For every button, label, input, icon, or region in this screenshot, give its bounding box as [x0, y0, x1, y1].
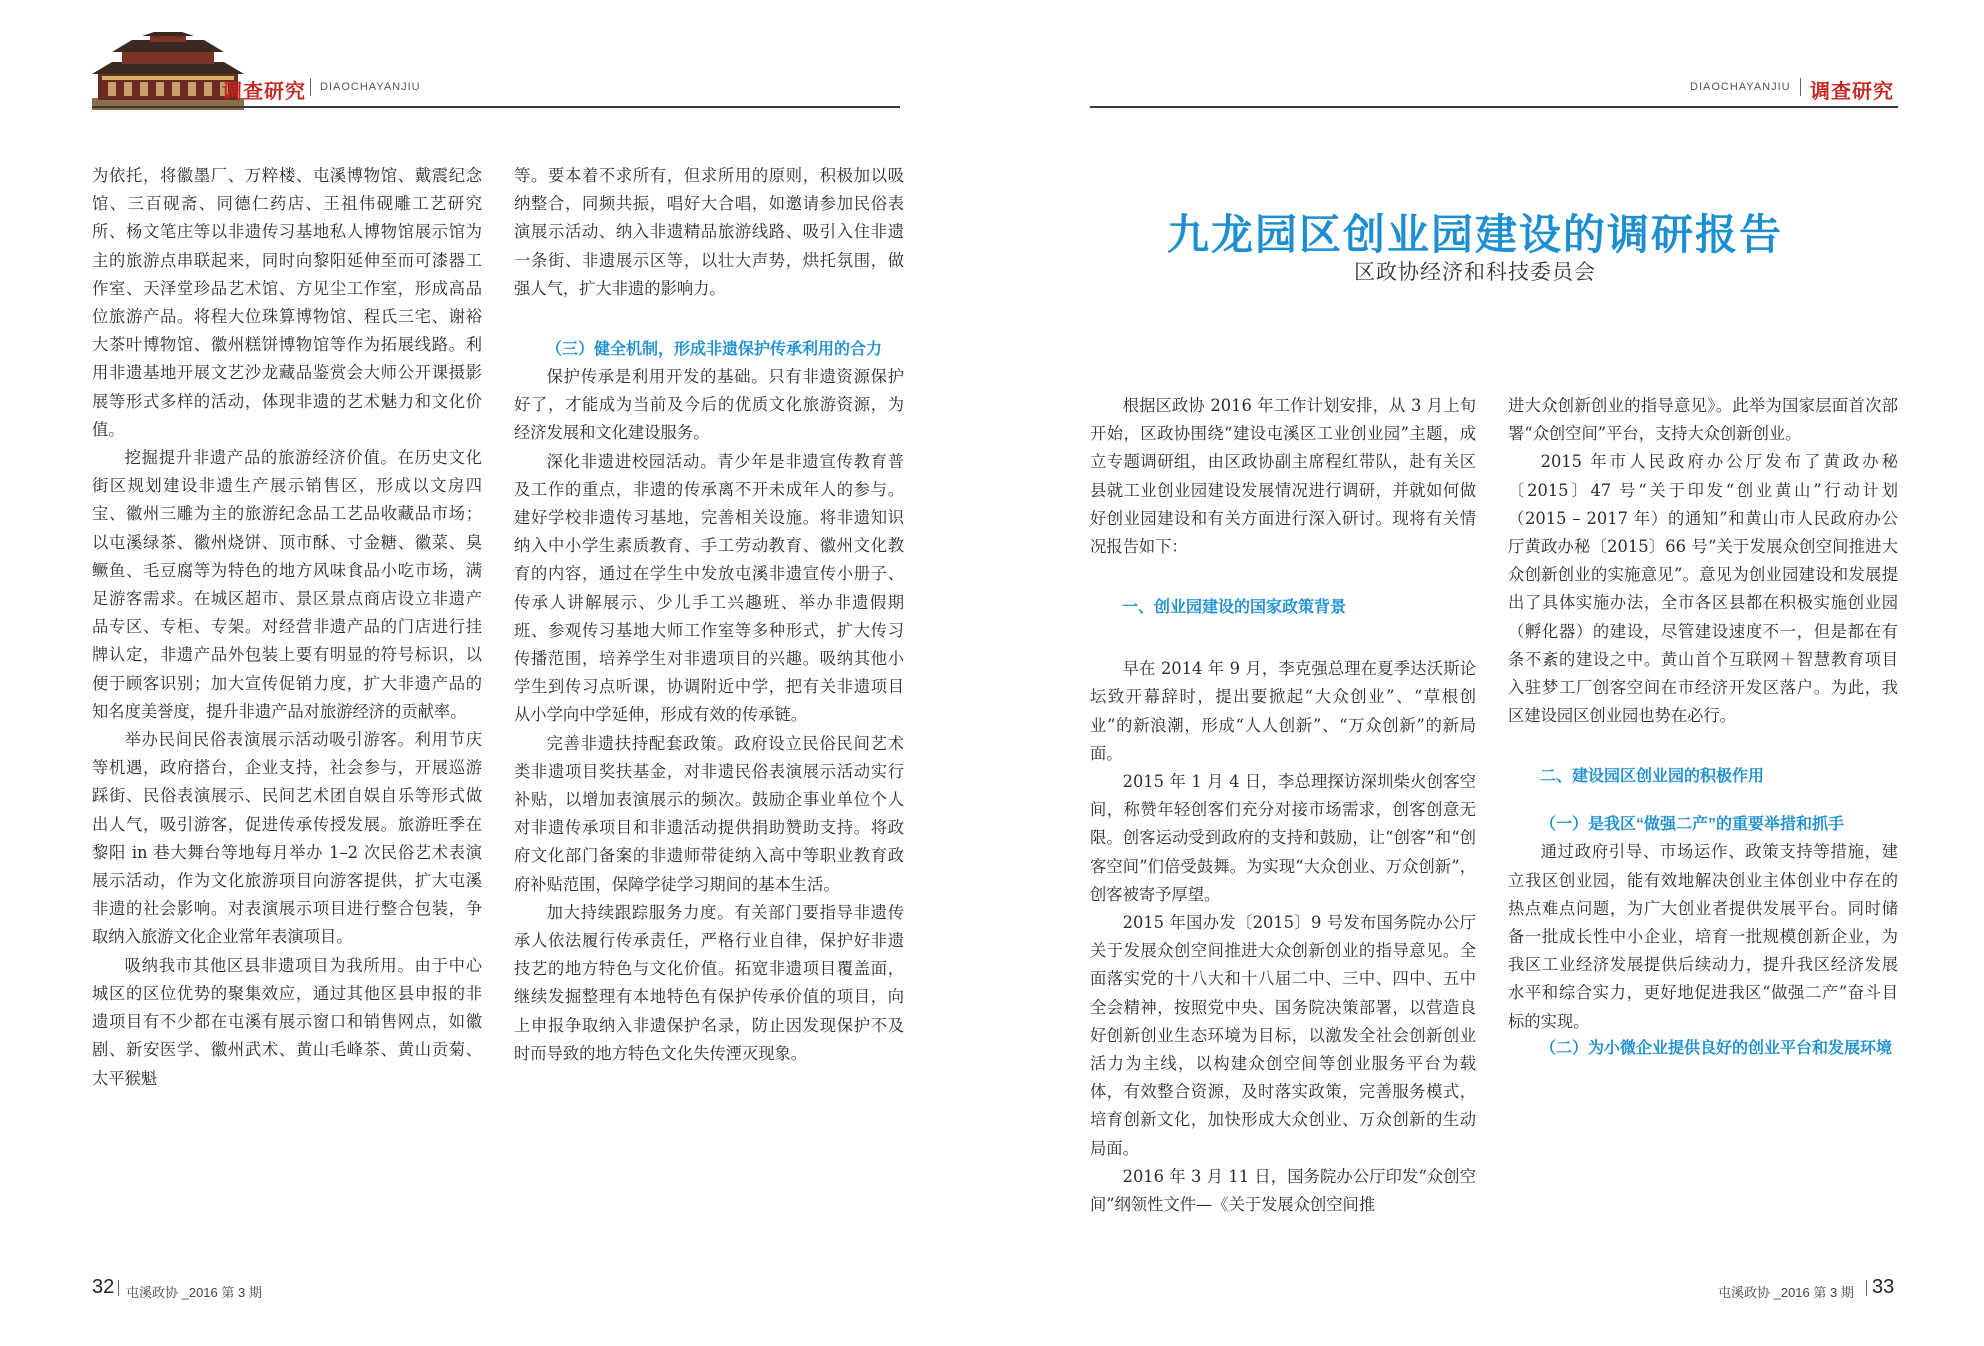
paragraph: 2015 年 1 月 4 日，李总理探访深圳柴火创客空间，称赞年轻创客们充分对接市场需求，创客创意无限。创客运动受到政府的支持和鼓励，让“创客”和“创客空间”们倍受鼓舞。为实现“大众创业、万众创新”，创客被寄予厚望。 [1090, 772, 1476, 904]
section-pinyin-left: DIAOCHAYANJIU [320, 81, 421, 93]
column-3 [1090, 392, 1476, 1219]
paragraph: 加大持续跟踪服务力度。有关部门要指导非遗传承人依法履行传承责任，严格行业自律，保护好非遗技艺的地方特色与文化价值。拓宽非遗项目覆盖面，继续发掘整理有本地特色有保护传承价值的项目，向上申报争取纳入非遗保护名录，防止因发现保护不及时而导致的地方特色文化失传湮灭现象。 [514, 902, 904, 1063]
paragraph: 保护传承是利用开发的基础。只有非遗资源保护好了，才能成为当前及今后的优质文化旅游资源，为经济发展和文化建设服务。 [514, 367, 904, 443]
page-number-right: 33 [1872, 1276, 1895, 1298]
column-1 [92, 162, 482, 1093]
subheading-2: （二）为小微企业提供良好的创业平台和发展环境 [1540, 1039, 1893, 1057]
heading-2: 二、建设园区创业园的积极作用 [1540, 768, 1765, 786]
header-separator-right [1800, 78, 1801, 96]
issue-label-right: 屯溪政协 _2016 第 3 期 [1718, 1285, 1854, 1300]
article-author: 区政协经济和科技委员会 [1354, 260, 1596, 284]
paragraph: 2016 年 3 月 11 日，国务院办公厅印发“众创空间”纲领性文件—《关于发展众创空间推 [1090, 1166, 1476, 1215]
column-4 [1508, 392, 1898, 1062]
paragraph: 等。要本着不求所有，但求所用的原则，积极加以吸纳整合，同频共振，唱好大合唱，如邀请参加民俗表演展示活动、纳入非遗精品旅游线路、吸引入住非遗一条街、非遗展示区等，以壮大声势，烘托氛围，做强人气，扩大非遗的影响力。 [514, 166, 904, 298]
paragraph: 深化非遗进校园活动。青少年是非遗宣传教育普及工作的重点，非遗的传承离不开未成年人的参与。建好学校非遗传习基地，完善相关设施。将非遗知识纳入中小学生素质教育、手工劳动教育、徽州文化教育的内容，通过在学生中发放屯溪非遗宣传小册子、传承人讲解展示、少儿手工兴趣班、举办非遗假期班、参观传习基地大师工作室等多种形式，扩大传习传播范围，培养学生对非遗项目的兴趣。吸纳其他小学生到传习点听课，协调附近中学，把有关非遗项目从小学向中学延伸，形成有效的传承链。 [514, 451, 904, 725]
footer-separator-left [118, 1280, 119, 1296]
footer-separator-right [1866, 1280, 1867, 1296]
header-rule-right [1090, 106, 1898, 108]
paragraph: 为依托，将徽墨厂、万粹楼、屯溪博物馆、戴震纪念馆、三百砚斋、同德仁药店、王祖伟砚雕工艺研究所、杨文笔庄等以非遗传习基地私人博物馆展示馆为主的旅游点串联起来，同时向黎阳延伸至而可漆器工作室、天泽堂珍品艺术馆、方见尘工作室，形成高品位旅游产品。将程大位珠算博物馆、程氏三宅、谢裕大茶叶博物馆、徽州糕饼博物馆等作为拓展线路。利用非遗基地开展文艺沙龙藏品鉴赏会大师公开课摄影展等形式多样的活动，体现非遗的艺术魅力和文化价值。 [92, 166, 482, 439]
column-2 [514, 162, 904, 1068]
header-separator-left [310, 78, 311, 96]
paragraph: 2015 年市人民政府办公厅发布了黄政办秘〔2015〕47 号“关于印发“创业黄山”行动计划（2015 – 2017 年）的通知”和黄山市人民政府办公厅黄政办秘〔2015〕66 号“关于发展众创空间推进大众创新创业的实施意见”。意见为创业园建设和发展提出了具体实施办法，全市各区县都在积极实施创业园（孵化器）的建设，尽管建设速度不一，但是都在有条不紊的建设之中。黄山首个互联网＋智慧教育项目入驻梦工厂创客空间在市经济开发区落户。为此，我区建设园区创业园也势在必行。 [1508, 452, 1898, 726]
article-title: 九龙园区创业园建设的调研报告 [1166, 210, 1783, 259]
subheading-1: （一）是我区“做强二产”的重要举措和抓手 [1540, 816, 1845, 834]
heading-1: 一、创业园建设的国家政策背景 [1122, 599, 1347, 617]
paragraph: 挖掘提升非遗产品的旅游经济价值。在历史文化街区规划建设非遗生产展示销售区，形成以文房四宝、徽州三雕为主的旅游纪念品工艺品收藏品市场；以屯溪绿茶、徽州烧饼、顶市酥、寸金糖、徽菜、臭鳜鱼、毛豆腐等为特色的地方风味食品小吃市场，满足游客需求。在城区超市、景区景点商店设立非遗产品专区、专柜、专架。对经营非遗产品的门店进行挂牌认定，非遗产品外包装上要有明显的符号标识，以便于顾客识别；加大宣传促销力度，扩大非遗产品的知名度美誉度，提升非遗产品对旅游经济的贡献率。 [92, 448, 482, 721]
section-pinyin-right: DIAOCHAYANJIU [1690, 81, 1791, 93]
paragraph: 进大众创新创业的指导意见》。此举为国家层面首次部署“众创空间”平台，支持大众创新创业。 [1508, 396, 1898, 444]
header-rule-left [92, 106, 900, 108]
paragraph: 根据区政协 2016 年工作计划安排，从 3 月上旬开始，区政协围绕“建设屯溪区工业创业园”主题，成立专题调研组，由区政协副主席程红带队，赴有关区县就工业创业园建设发展情况进行调研，并就如何做好创业园建设和有关方面进行深入研讨。现将有关情况报告如下： [1090, 396, 1476, 557]
subheading-3: （三）健全机制，形成非遗保护传承利用的合力 [546, 341, 883, 359]
section-title-right: 调查研究 [1810, 79, 1894, 103]
page-number-left: 32 [92, 1276, 115, 1298]
issue-label-left: 屯溪政协 _2016 第 3 期 [126, 1285, 262, 1300]
section-title-left: 调查研究 [222, 79, 306, 103]
paragraph: 早在 2014 年 9 月，李克强总理在夏季达沃斯论坛致开幕辞时，提出要掀起“大众创业”、“草根创业”的新浪潮，形成“人人创新”、“万众创新”的新局面。 [1090, 659, 1476, 763]
paragraph: 2015 年国办发〔2015〕9 号发布国务院办公厅关于发展众创空间推进大众创新创业的指导意见。全面落实党的十八大和十八届二中、三中、四中、五中全会精神，按照党中央、国务院决策部署，以营造良好创新创业生态环境为目标，以激发全社会创新创业活力为主线，以构建众创空间等创业服务平台为载体，有效整合资源，及时落实政策，完善服务模式，培育创新文化，加快形成大众创业、万众创新的生动局面。 [1090, 913, 1476, 1158]
paragraph: 举办民间民俗表演展示活动吸引游客。利用节庆等机遇，政府搭台，企业支持，社会参与，开展巡游踩街、民俗表演展示、民间艺术团自娱自乐等形式做出人气，吸引游客，促进传承传授发展。旅游旺季在黎阳 in 巷大舞台等地每月举办 1–2 次民俗艺术表演展示活动，作为文化旅游项目向游客提供，扩大屯溪非遗的社会影响。对表演展示项目进行整合包装，争取纳入旅游文化企业常年表演项目。 [92, 730, 482, 947]
paragraph: 吸纳我市其他区县非遗项目为我所用。由于中心城区的区位优势的聚集效应，通过其他区县申报的非遗项目有不少都在屯溪有展示窗口和销售网点，如徽剧、新安医学、徽州武术、黄山毛峰茶、黄山贡菊、太平猴魁 [92, 955, 482, 1088]
paragraph: 完善非遗扶持配套政策。政府设立民俗民间艺术类非遗项目奖扶基金，对非遗民俗表演展示活动实行补贴，以增加表演展示的频次。鼓励企事业单位个人对非遗传承项目和非遗活动提供捐助赞助支持。将政府文化部门备案的非遗师带徒纳入高中等职业教育政府补贴范围，保障学徒学习期间的基本生活。 [514, 733, 904, 894]
paragraph: 通过政府引导、市场运作、政策支持等措施，建立我区创业园，能有效地解决创业主体创业中存在的热点难点问题，为广大创业者提供发展平台。同时储备一批成长性中小企业，培育一批规模创新企业，为我区工业经济发展提供后续动力，提升我区经济发展水平和综合实力，更好地促进我区“做强二产”奋斗目标的实现。 [1508, 842, 1898, 1031]
